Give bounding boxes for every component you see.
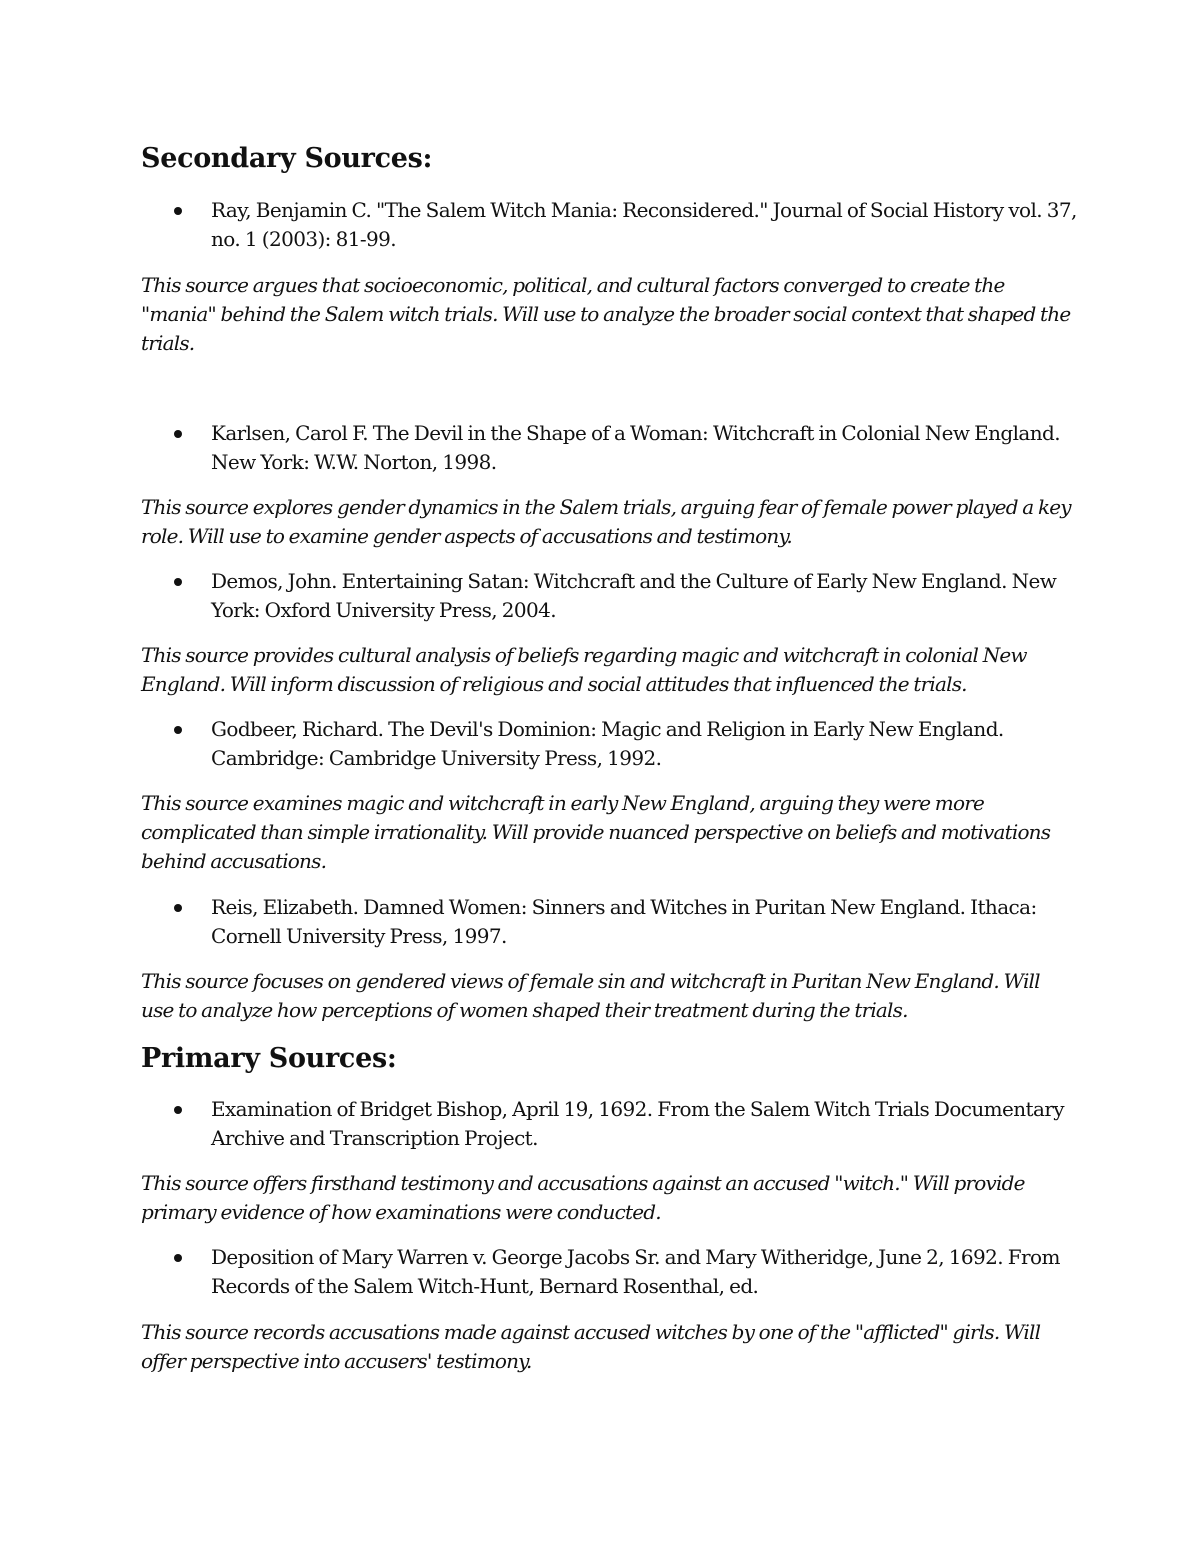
- bullet-icon: [174, 1254, 182, 1262]
- bullet-icon: [174, 726, 182, 734]
- citation-bishop: [211, 1095, 1081, 1153]
- annotation-ray: This source argues that socioeconomic, political, and cultural factors converged to create the "mania" behind the Salem witch trials. Will use to analyze the broader social context that shaped the trials.: [141, 273, 1071, 355]
- bullet-icon: [174, 430, 182, 438]
- secondary-sources-heading: Secondary Sources:: [141, 143, 433, 174]
- bullet-icon: [174, 207, 182, 215]
- annotation-reis: This source focuses on gendered views of female sin and witchcraft in Puritan New England. Will use to analyze how perceptions of women shaped their treatment during the trials.: [141, 969, 1040, 1022]
- citation-text: Examination of Bridget Bishop, April 19, 1692. From the Salem Witch Trials Documentary Archive and Transcription Project.: [211, 1097, 1064, 1150]
- bullet-icon: [174, 578, 182, 586]
- citation-warren: [211, 1243, 1081, 1301]
- citation-text: Demos, John. Entertaining Satan: Witchcraft and the Culture of Early New England. New York: Oxford University Press, 2004.: [211, 569, 1057, 622]
- citation-reis: [211, 893, 1081, 951]
- annotation-demos: This source provides cultural analysis of beliefs regarding magic and witchcraft in colonial New England. Will inform discussion of religious and social attitudes that influenced the trials.: [141, 643, 1027, 696]
- citation-karlsen: [211, 419, 1081, 477]
- primary-sources-heading: Primary Sources:: [141, 1043, 397, 1074]
- annotation-bishop: This source offers firsthand testimony and accusations against an accused "witch." Will provide primary evidence of how examinations were conducted.: [141, 1171, 1025, 1224]
- annotation-godbeer: This source examines magic and witchcraft in early New England, arguing they were more complicated than simple irrationality. Will provide nuanced perspective on beliefs and motivations behind accusations.: [141, 791, 1051, 873]
- citation-text: Karlsen, Carol F. The Devil in the Shape of a Woman: Witchcraft in Colonial New England. New York: W.W. Norton, 1998.: [211, 421, 1060, 474]
- bullet-icon: [174, 904, 182, 912]
- bullet-icon: [174, 1106, 182, 1114]
- citation-text: Ray, Benjamin C. "The Salem Witch Mania: Reconsidered." Journal of Social History vol. 37, no. 1 (2003): 81-99.: [211, 198, 1077, 251]
- citation-demos: [211, 567, 1081, 625]
- citation-ray: [211, 196, 1081, 254]
- citation-text: Godbeer, Richard. The Devil's Dominion: Magic and Religion in Early New England. Cambridge: Cambridge University Press, 1992.: [211, 717, 1004, 770]
- annotation-warren: This source records accusations made against accused witches by one of the "afflicted" girls. Will offer perspective into accusers' testimony.: [141, 1320, 1041, 1373]
- citation-godbeer: [211, 715, 1081, 773]
- citation-text: Deposition of Mary Warren v. George Jacobs Sr. and Mary Witheridge, June 2, 1692. From Records of the Salem Witch-Hunt, Bernard Rosenthal, ed.: [211, 1245, 1060, 1298]
- annotation-karlsen: This source explores gender dynamics in the Salem trials, arguing fear of female power played a key role. Will use to examine gender aspects of accusations and testimony.: [141, 495, 1071, 548]
- citation-text: Reis, Elizabeth. Damned Women: Sinners and Witches in Puritan New England. Ithaca: Cornell University Press, 1997.: [211, 895, 1037, 948]
